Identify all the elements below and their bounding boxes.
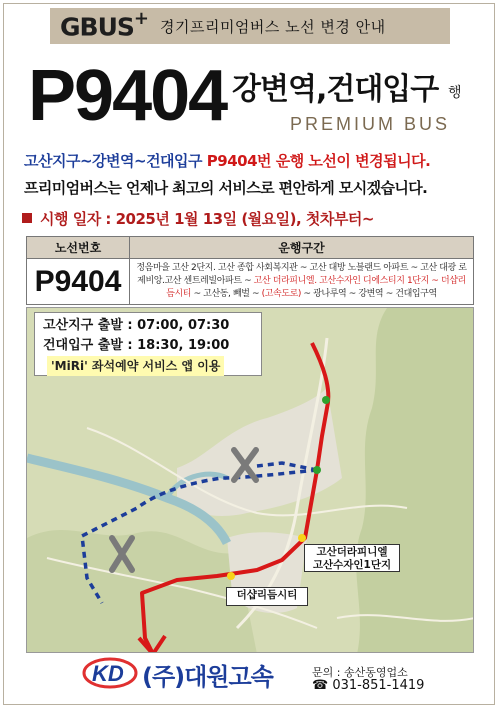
table-route-section: 정음마을 고산 2단지. 고산 종합 사회복지관 ~ 고산 대방 노블랜드 아파트 ~ 고산 대광 로제비앙.고산 센트레빌아파트 ~ 고산 더라피니엘. 고산수자인 디에스티지 1단지 ~ 더샵리듬시티 ~ 고산동, 빼벌 ~ (고속도로) ~ 광나루역 ~ 강변역 ~ 건대입구역: [130, 259, 474, 305]
daewon-logo-icon: [80, 656, 138, 690]
notice-line-2: 프리미엄버스는 언제나 최고의 서비스로 편안하게 모시겠습니다.: [24, 179, 428, 197]
gbus-logo: GBUS+: [60, 8, 148, 42]
company-name: (주)대원고속: [142, 663, 273, 691]
premium-bus-subtitle: PREMIUM BUS: [290, 114, 451, 134]
schedule-depart-gosan: 고산지구 출발 : 07:00, 07:30: [43, 318, 230, 333]
schedule-app-line: [35, 356, 261, 376]
table-header-section: 운행구간: [130, 237, 474, 259]
inquiry-text: 문의 : 송산동영업소: [312, 666, 408, 679]
phone-number: ☎ 031-851-1419: [312, 678, 425, 693]
header-title: 경기프리미엄버스 노선 변경 안내: [159, 17, 386, 36]
miri-app-note: 'MiRi' 좌석예약 서비스 앱 이용: [47, 356, 224, 376]
svg-text:KD: KD: [92, 661, 124, 686]
square-bullet-icon: [22, 213, 32, 223]
notice-line-1: [24, 150, 430, 171]
table-route-number: P9404: [27, 259, 130, 305]
route-info-table: [26, 236, 474, 305]
route-destination: 강변역,건대입구: [232, 72, 439, 107]
schedule-depart-kondae: 건대입구 출발 : 18:30, 19:00: [43, 338, 230, 353]
notice-change-text: P9404번 운행 노선이 변경됩니다.: [206, 152, 431, 170]
route-direction-suffix: 행: [448, 85, 462, 101]
effective-date-text: 시행 일자 : 2025년 1월 13일 (월요일), 첫차부터~: [40, 210, 374, 228]
schedule-box: [34, 312, 262, 376]
map-label-stop-2: 더샵리듬시티: [226, 587, 308, 606]
notice-route-span: 고산지구~강변역~건대입구: [24, 152, 203, 170]
map-label-stop-1: 고산더라피니엘 고산수자인1단지: [304, 544, 400, 572]
table-header-route-number: 노선번호: [27, 237, 130, 259]
effective-date: [22, 208, 374, 229]
header-banner: [50, 8, 450, 44]
route-number-large: P9404: [28, 56, 227, 136]
